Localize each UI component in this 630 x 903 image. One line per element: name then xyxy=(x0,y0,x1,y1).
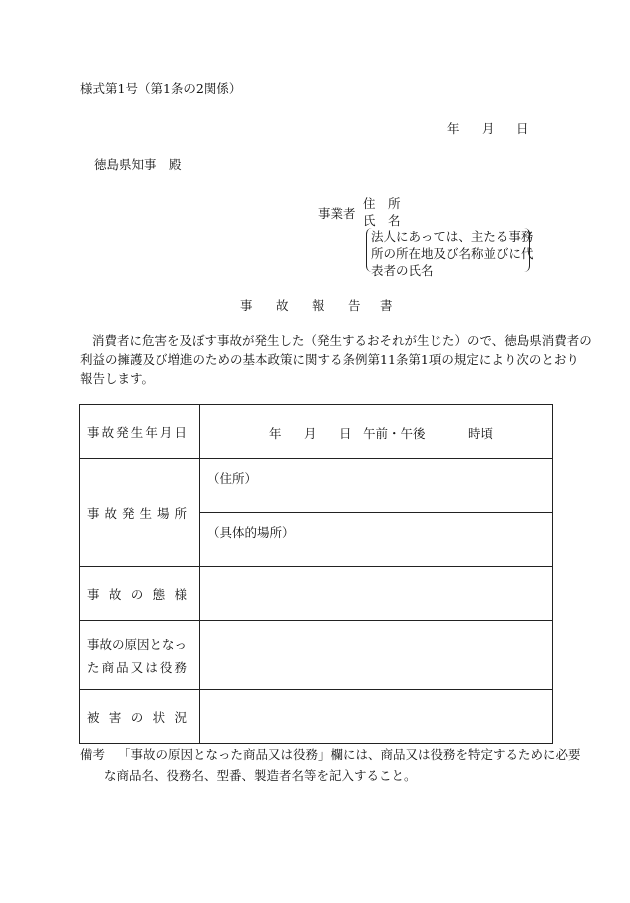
place-specific-label: （具体的場所） xyxy=(207,525,295,540)
cause-label-line: 事故の原因となっ xyxy=(87,636,188,652)
table-row xyxy=(80,405,553,459)
place-label-cell xyxy=(80,459,200,567)
cause-label-cell xyxy=(80,621,200,690)
damage-label: 被害の状況 xyxy=(87,709,187,725)
title-char: 書 xyxy=(380,298,393,313)
place-address-label: （住所） xyxy=(207,471,258,486)
operator-label: 事業者 xyxy=(318,206,356,221)
condition-label-cell xyxy=(80,567,200,621)
title-char: 告 xyxy=(348,298,361,313)
date-label: 事故発生年月日 xyxy=(87,424,187,440)
date-year: 年 xyxy=(447,121,460,136)
table-row xyxy=(80,690,553,744)
corp-note-line: 所の所在地及び名称並びに代 xyxy=(371,246,534,261)
body-line: 消費者に危害を及ぼす事故が発生した（発生するおそれが生じた）ので、徳島県消費者の xyxy=(92,333,592,348)
occurrence-month: 月 xyxy=(304,426,317,441)
date-input-cell[interactable] xyxy=(200,405,553,459)
body-line: 利益の擁護及び増進のための基本政策に関する条例第11条第1項の規定により次のとおり xyxy=(80,352,579,367)
cause-label-line: た商品又は役務 xyxy=(87,659,187,675)
title-char: 事 xyxy=(240,298,253,313)
occurrence-time: 時頃 xyxy=(468,426,494,441)
table-row xyxy=(80,567,553,621)
date-day: 日 xyxy=(516,121,529,136)
condition-label: 事故の態様 xyxy=(87,586,187,602)
cause-input-cell[interactable] xyxy=(200,621,553,690)
body-line: 報告します。 xyxy=(80,371,155,386)
corp-note-line: 表者の氏名 xyxy=(371,263,434,278)
place-address-cell[interactable] xyxy=(200,459,553,513)
occurrence-year: 年 xyxy=(269,426,282,441)
addressee: 徳島県知事 殿 xyxy=(94,157,182,172)
name-label: 氏 名 xyxy=(363,213,401,228)
address-label: 住 所 xyxy=(363,196,401,211)
remarks-line: 「事故の原因となった商品又は役務」欄には、商品又は役務を特定するために必要 xyxy=(118,747,581,762)
occurrence-day: 日 xyxy=(339,426,352,441)
corp-note-line: 法人にあっては、主たる事務 xyxy=(371,229,534,244)
occurrence-ampm: 午前・午後 xyxy=(363,426,426,441)
condition-input-cell[interactable] xyxy=(200,567,553,621)
table-row xyxy=(80,621,553,690)
place-label: 事故発生場所 xyxy=(87,505,187,521)
title-char: 故 xyxy=(276,298,289,313)
damage-input-cell[interactable] xyxy=(200,690,553,744)
form-number: 様式第1号（第1条の2関係） xyxy=(80,81,242,96)
date-month: 月 xyxy=(482,121,495,136)
damage-label-cell xyxy=(80,690,200,744)
remarks-line: な商品名、役務名、型番、製造者名等を記入すること。 xyxy=(104,768,417,783)
table-row xyxy=(80,459,553,513)
remarks-label: 備考 xyxy=(80,747,106,762)
place-specific-cell[interactable] xyxy=(200,513,553,567)
report-table xyxy=(79,404,553,744)
title-char: 報 xyxy=(312,298,325,313)
date-label-cell xyxy=(80,405,200,459)
